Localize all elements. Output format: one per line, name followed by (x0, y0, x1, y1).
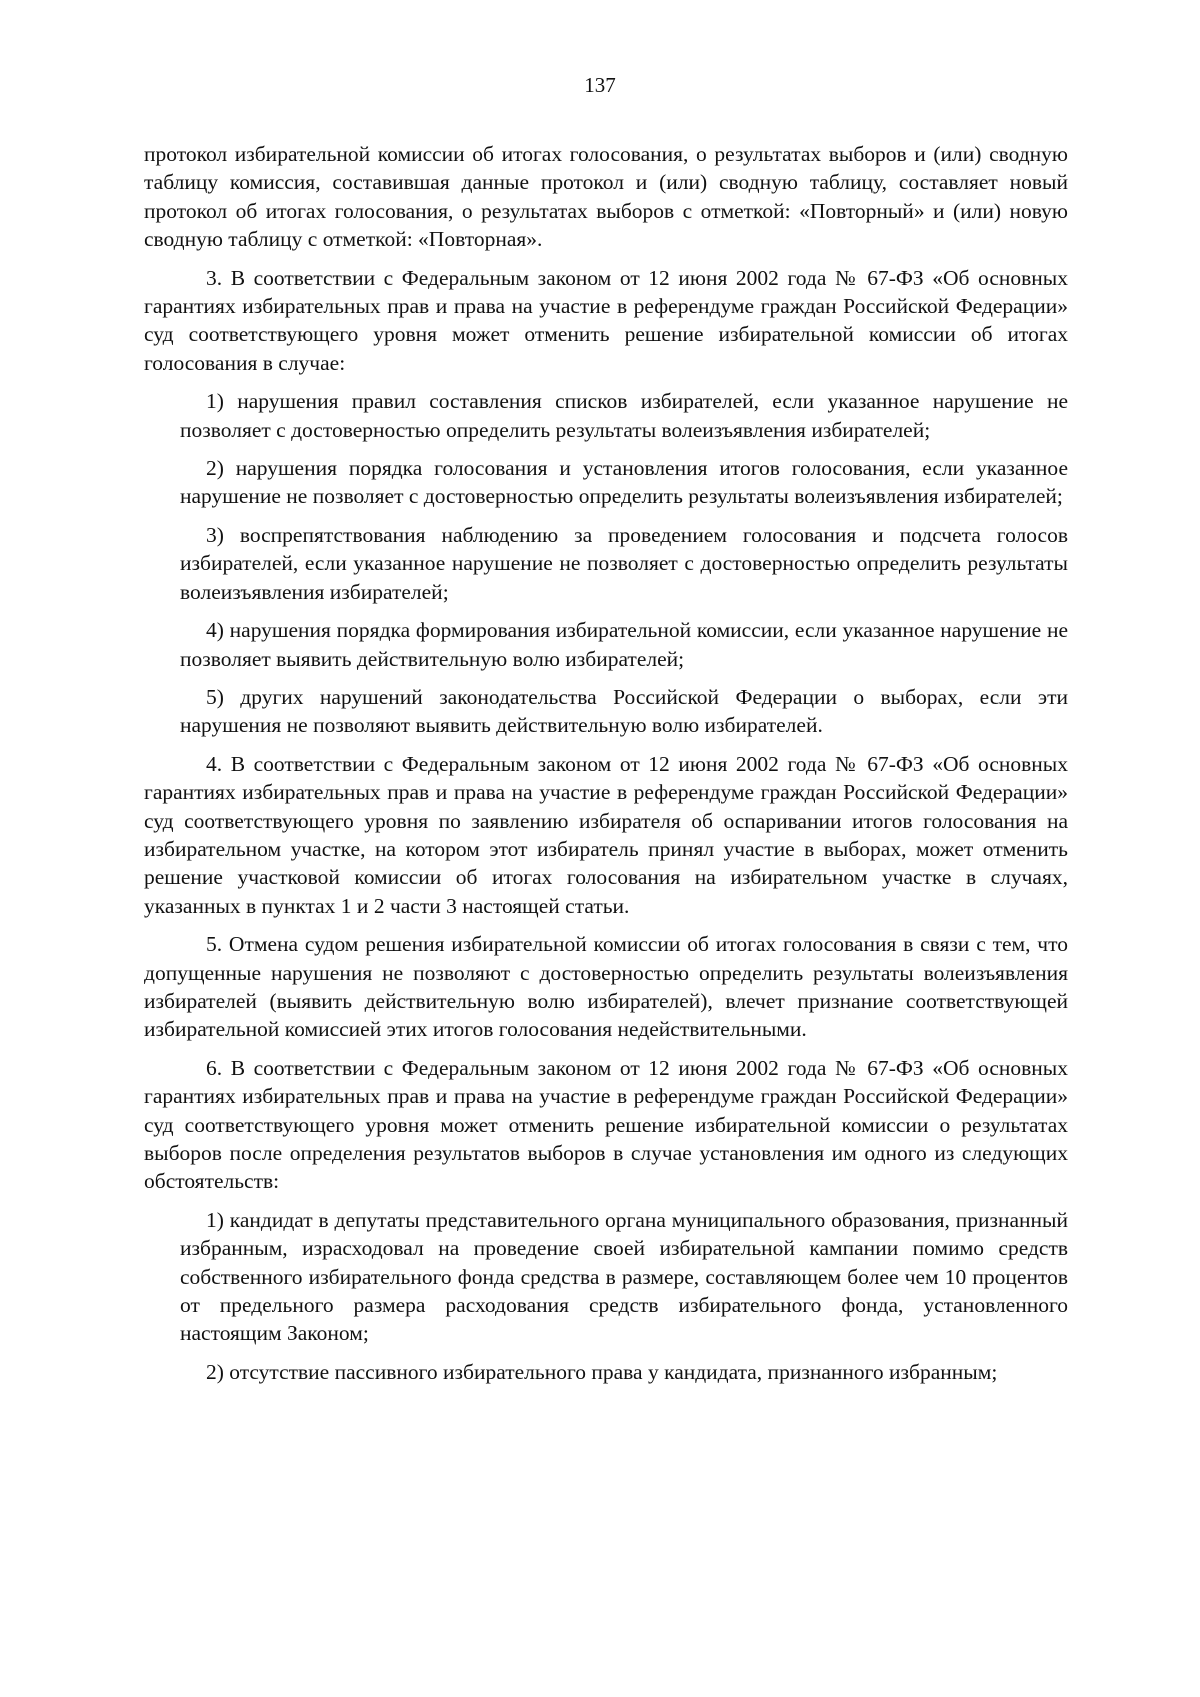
list-item-3-4: 4) нарушения порядка формирования избирательной комиссии, если указанное нарушение не позволяет выявить действительную волю избирателей; (180, 618, 1068, 671)
list-item-3-2: 2) нарушения порядка голосования и установления итогов голосования, если указанное нарушение не позволяет с достоверностью определить результаты волеизъявления избирателей; (180, 456, 1068, 509)
paragraph-continuation: протокол избирательной комиссии об итогах голосования, о результатах выборов и (или) сводную таблицу комиссия, составившая данные протокол и (или) сводную таблицу, составляет новый протокол об итогах голосования, о результатах выборов с отметкой: «Повторный» и (или) новую сводную таблицу с отметкой: «Повторная». (144, 142, 1068, 252)
list-item-3-1: 1) нарушения правил составления списков избирателей, если указанное нарушение не позволяет с достоверностью определить результаты волеизъявления избирателей; (180, 389, 1068, 442)
paragraph-part-3: 3. В соответствии с Федеральным законом от 12 июня 2002 года № 67-ФЗ «Об основных гарантиях избирательных прав и права на участие в референдуме граждан Российской Федерации» суд соответствующего уровня может отменить решение избирательной комиссии об итогах голосования в случае: (144, 265, 1068, 375)
list-item-6-2: 2) отсутствие пассивного избирательного права у кандидата, признанного избранным; (206, 1359, 998, 1384)
list-item-3-5: 5) других нарушений законодательства Российской Федерации о выборах, если эти нарушения не позволяют выявить действительную волю избирателей. (180, 684, 1068, 738)
list-item-6-1: 1) кандидат в депутаты представительного органа муниципального образования, признанный избранным, израсходовал на проведение своей избирательной кампании помимо средств собственного избирательного фонда средства в размере, составляющем более чем 10 процентов от предельного размера расходования средств избирательного фонда, установленного настоящим Законом; (180, 1207, 1068, 1346)
paragraph-part-4: 4. В соответствии с Федеральным законом от 12 июня 2002 года № 67-ФЗ «Об основных гарантиях избирательных прав и права на участие в референдуме граждан Российской Федерации» суд соответствующего уровня по заявлению избирателя об оспаривании итогов голосования на избирательном участке, на котором этот избиратель принял участие в выборах, может отменить решение участковой комиссии об итогах голосования на избирательном участке в случаях, указанных в пунктах 1 и 2 части 3 настоящей статьи. (144, 751, 1068, 918)
paragraph-part-5: 5. Отмена судом решения избирательной комиссии об итогах голосования в связи с тем, что допущенные нарушения не позволяют с достоверностью определить результаты волеизъявления избирателей (выявить действительную волю избирателей), влечет признание соответствующей избирательной комиссией этих итогов голосования недействительными. (144, 932, 1068, 1042)
list-item-3-3: 3) воспрепятствования наблюдению за проведением голосования и подсчета голосов избирателей, если указанное нарушение не позволяет с достоверностью определить результаты волеизъявления избирателей; (180, 522, 1068, 604)
page-number: 137 (584, 73, 616, 97)
paragraph-part-6: 6. В соответствии с Федеральным законом от 12 июня 2002 года № 67-ФЗ «Об основных гарантиях избирательных прав и права на участие в референдуме граждан Российской Федерации» суд соответствующего уровня может отменить решение избирательной комиссии о результатах выборов после определения результатов выборов в случае установления им одного из следующих обстоятельств: (144, 1055, 1068, 1194)
document-body (144, 140, 1068, 1396)
